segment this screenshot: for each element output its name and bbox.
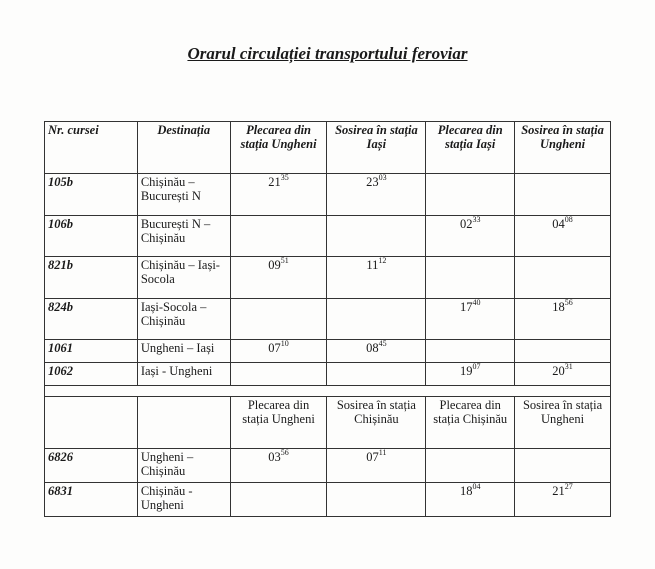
- time-cell: [426, 174, 515, 216]
- spacer-row: [45, 386, 611, 397]
- time-cell: [230, 483, 327, 517]
- table-row: [45, 363, 611, 386]
- header-departure-ungheni-2: Plecarea din stația Ungheni: [230, 397, 327, 449]
- destination: Chișinău - Ungheni: [137, 483, 230, 517]
- train-number: 1061: [45, 340, 138, 363]
- header-arrival-ungheni-2: Sosirea în stația Ungheni: [515, 397, 611, 449]
- time-minutes: 03: [378, 173, 387, 182]
- time-cell: [426, 298, 515, 340]
- time-cell: [426, 257, 515, 299]
- time-hour: 21: [552, 484, 565, 498]
- table-row: [45, 449, 611, 483]
- time-cell: [230, 298, 327, 340]
- time-minutes: 56: [280, 448, 289, 457]
- time-minutes: 33: [472, 215, 481, 224]
- destination: Iași-Socola – Chișinău: [137, 298, 230, 340]
- spacer-cell: [45, 386, 611, 397]
- time-hour: 07: [268, 341, 281, 356]
- time-minutes: 31: [564, 362, 573, 372]
- time-cell: [515, 449, 611, 483]
- time-minutes: 56: [564, 298, 573, 307]
- header-arrival-chisinau: Sosirea în stația Chișinău: [327, 397, 426, 449]
- header-row-2: [45, 397, 611, 449]
- destination: Chișinău – București N: [137, 174, 230, 216]
- time-minutes: 11: [378, 448, 387, 457]
- time-cell: [426, 483, 515, 517]
- header-departure-iasi: Plecarea din stația Iași: [426, 122, 515, 174]
- header-nr: Nr. cursei: [45, 122, 138, 174]
- time-cell: [515, 483, 611, 517]
- train-timetable: [44, 121, 611, 517]
- table-row: [45, 483, 611, 517]
- time-cell: [230, 215, 327, 257]
- train-number: 6831: [45, 483, 138, 517]
- time-hour: 19: [459, 364, 473, 379]
- time-hour: 07: [366, 450, 379, 464]
- time-hour: 18: [552, 299, 565, 314]
- time-hour: 02: [459, 216, 473, 231]
- destination: Ungheni – Chișinău: [137, 449, 230, 483]
- table-row: [45, 215, 611, 257]
- time-hour: 20: [552, 364, 565, 379]
- time-minutes: 07: [472, 362, 481, 372]
- time-cell: [515, 363, 611, 386]
- empty-cell: [137, 397, 230, 449]
- train-number: 105b: [45, 174, 138, 216]
- time-cell: [327, 449, 426, 483]
- header-row: [45, 122, 611, 174]
- table-row: [45, 257, 611, 299]
- time-hour: 18: [459, 484, 473, 498]
- time-minutes: 35: [280, 173, 289, 182]
- train-number: 1062: [45, 363, 138, 386]
- header-destination: Destinația: [137, 122, 230, 174]
- time-cell: [426, 449, 515, 483]
- time-cell: [327, 363, 426, 386]
- time-cell: [230, 257, 327, 299]
- time-minutes: 08: [564, 215, 573, 224]
- time-cell: [515, 174, 611, 216]
- time-minutes: 45: [378, 339, 387, 349]
- time-minutes: 04: [472, 482, 481, 491]
- time-cell: [327, 340, 426, 363]
- time-hour: 04: [552, 216, 565, 231]
- header-departure-ungheni: Plecarea din stația Ungheni: [230, 122, 327, 174]
- time-hour: 23: [366, 175, 379, 189]
- header-departure-chisinau: Plecarea din stația Chișinău: [426, 397, 515, 449]
- time-minutes: 10: [280, 339, 289, 349]
- train-number: 6826: [45, 449, 138, 483]
- destination: București N – Chișinău: [137, 215, 230, 257]
- time-hour: 17: [459, 299, 473, 314]
- time-cell: [426, 215, 515, 257]
- time-minutes: 27: [564, 482, 573, 491]
- time-minutes: 40: [472, 298, 481, 307]
- time-cell: [230, 340, 327, 363]
- time-cell: [327, 257, 426, 299]
- document-title: Orarul circulației transportului feroviar: [187, 44, 468, 63]
- train-number: 106b: [45, 215, 138, 257]
- time-cell: [327, 215, 426, 257]
- train-number: 821b: [45, 257, 138, 299]
- header-arrival-ungheni: Sosirea în stația Ungheni: [515, 122, 611, 174]
- time-cell: [426, 363, 515, 386]
- time-cell: [515, 215, 611, 257]
- train-number: 824b: [45, 298, 138, 340]
- time-hour: 21: [268, 175, 281, 189]
- table-row: [45, 298, 611, 340]
- time-cell: [515, 257, 611, 299]
- time-minutes: 51: [280, 256, 289, 266]
- time-minutes: 12: [378, 256, 387, 266]
- header-arrival-iasi: Sosirea în stația Iași: [327, 122, 426, 174]
- time-cell: [230, 449, 327, 483]
- time-cell: [230, 363, 327, 386]
- time-hour: 08: [366, 341, 379, 356]
- time-hour: 09: [268, 258, 281, 273]
- time-cell: [426, 340, 515, 363]
- empty-cell: [45, 397, 138, 449]
- time-cell: [327, 298, 426, 340]
- time-cell: [327, 483, 426, 517]
- table-row: [45, 340, 611, 363]
- destination: Iași - Ungheni: [137, 363, 230, 386]
- destination: Ungheni – Iași: [137, 340, 230, 363]
- time-cell: [230, 174, 327, 216]
- time-hour: 03: [268, 450, 281, 464]
- time-cell: [515, 340, 611, 363]
- table-row: [45, 174, 611, 216]
- destination: Chișinău – Iași-Socola: [137, 257, 230, 299]
- time-hour: 11: [366, 258, 379, 273]
- time-cell: [327, 174, 426, 216]
- time-cell: [515, 298, 611, 340]
